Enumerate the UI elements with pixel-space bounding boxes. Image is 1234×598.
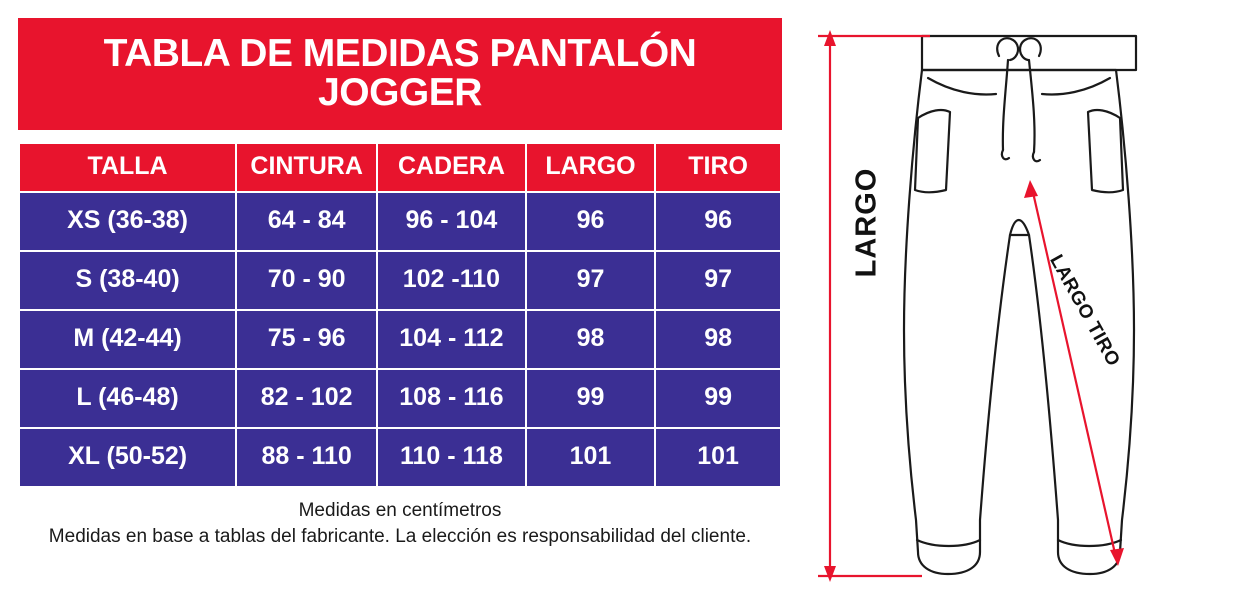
cell-tiro: 99	[655, 369, 781, 428]
column-header-largo: LARGO	[526, 143, 656, 192]
size-measurements-table	[18, 142, 782, 488]
pocket-seam-left	[928, 78, 996, 94]
cell-cintura: 70 - 90	[236, 251, 377, 310]
column-header-tiro: TIRO	[655, 143, 781, 192]
cell-tiro: 96	[655, 192, 781, 251]
pocket-right	[1088, 110, 1123, 192]
cell-cadera: 108 - 116	[377, 369, 526, 428]
table-header-row	[19, 143, 781, 192]
column-header-talla: TALLA	[19, 143, 236, 192]
page-title: TABLA DE MEDIDAS PANTALÓN JOGGER	[18, 18, 782, 130]
cell-cintura: 75 - 96	[236, 310, 377, 369]
cell-tiro: 101	[655, 428, 781, 487]
cell-talla: L (46-48)	[19, 369, 236, 428]
drawcord-loop-right	[1020, 38, 1041, 60]
drawcord-tip-left	[1002, 150, 1009, 159]
drawcord-tail-left	[1003, 60, 1008, 150]
cell-talla: S (38-40)	[19, 251, 236, 310]
column-header-cintura: CINTURA	[236, 143, 377, 192]
largo-arrowhead-bottom	[824, 566, 836, 582]
table-row	[19, 369, 781, 428]
drawcord-tail-right	[1029, 60, 1035, 152]
cell-tiro: 97	[655, 251, 781, 310]
cell-cintura: 82 - 102	[236, 369, 377, 428]
largo-tiro-arrowhead-bottom	[1110, 548, 1124, 566]
cell-largo: 99	[526, 369, 656, 428]
crotch-seam	[1010, 220, 1029, 235]
cell-cintura: 88 - 110	[236, 428, 377, 487]
cell-cadera: 104 - 112	[377, 310, 526, 369]
pocket-left	[915, 110, 950, 192]
largo-tiro-label: LARGO TIRO	[1045, 251, 1124, 371]
cell-talla: XL (50-52)	[19, 428, 236, 487]
table-row	[19, 310, 781, 369]
table-row	[19, 192, 781, 251]
cuff-left	[917, 540, 980, 546]
note-units: Medidas en centímetros	[298, 500, 502, 521]
cell-cadera: 102 -110	[377, 251, 526, 310]
pocket-seam-right	[1042, 78, 1110, 94]
largo-arrowhead-top	[824, 30, 836, 46]
cell-largo: 96	[526, 192, 656, 251]
cell-talla: M (42-44)	[19, 310, 236, 369]
jogger-technical-drawing	[800, 0, 1234, 598]
cell-tiro: 98	[655, 310, 781, 369]
notes-block	[18, 498, 782, 549]
largo-label: LARGO	[850, 167, 883, 278]
largo-tiro-arrowhead-top	[1024, 180, 1038, 198]
note-disclaimer: Medidas en base a tablas del fabricante. La elección es responsabilidad del cliente.	[48, 525, 752, 547]
cell-largo: 101	[526, 428, 656, 487]
diagram-panel	[800, 0, 1234, 598]
cell-cintura: 64 - 84	[236, 192, 377, 251]
cell-largo: 97	[526, 251, 656, 310]
table-row	[19, 251, 781, 310]
drawcord-tip-right	[1033, 152, 1040, 161]
drawcord-loop-left	[997, 38, 1018, 60]
cell-cadera: 110 - 118	[377, 428, 526, 487]
cell-cadera: 96 - 104	[377, 192, 526, 251]
cell-largo: 98	[526, 310, 656, 369]
cell-talla: XS (36-38)	[19, 192, 236, 251]
column-header-cadera: CADERA	[377, 143, 526, 192]
table-row	[19, 428, 781, 487]
